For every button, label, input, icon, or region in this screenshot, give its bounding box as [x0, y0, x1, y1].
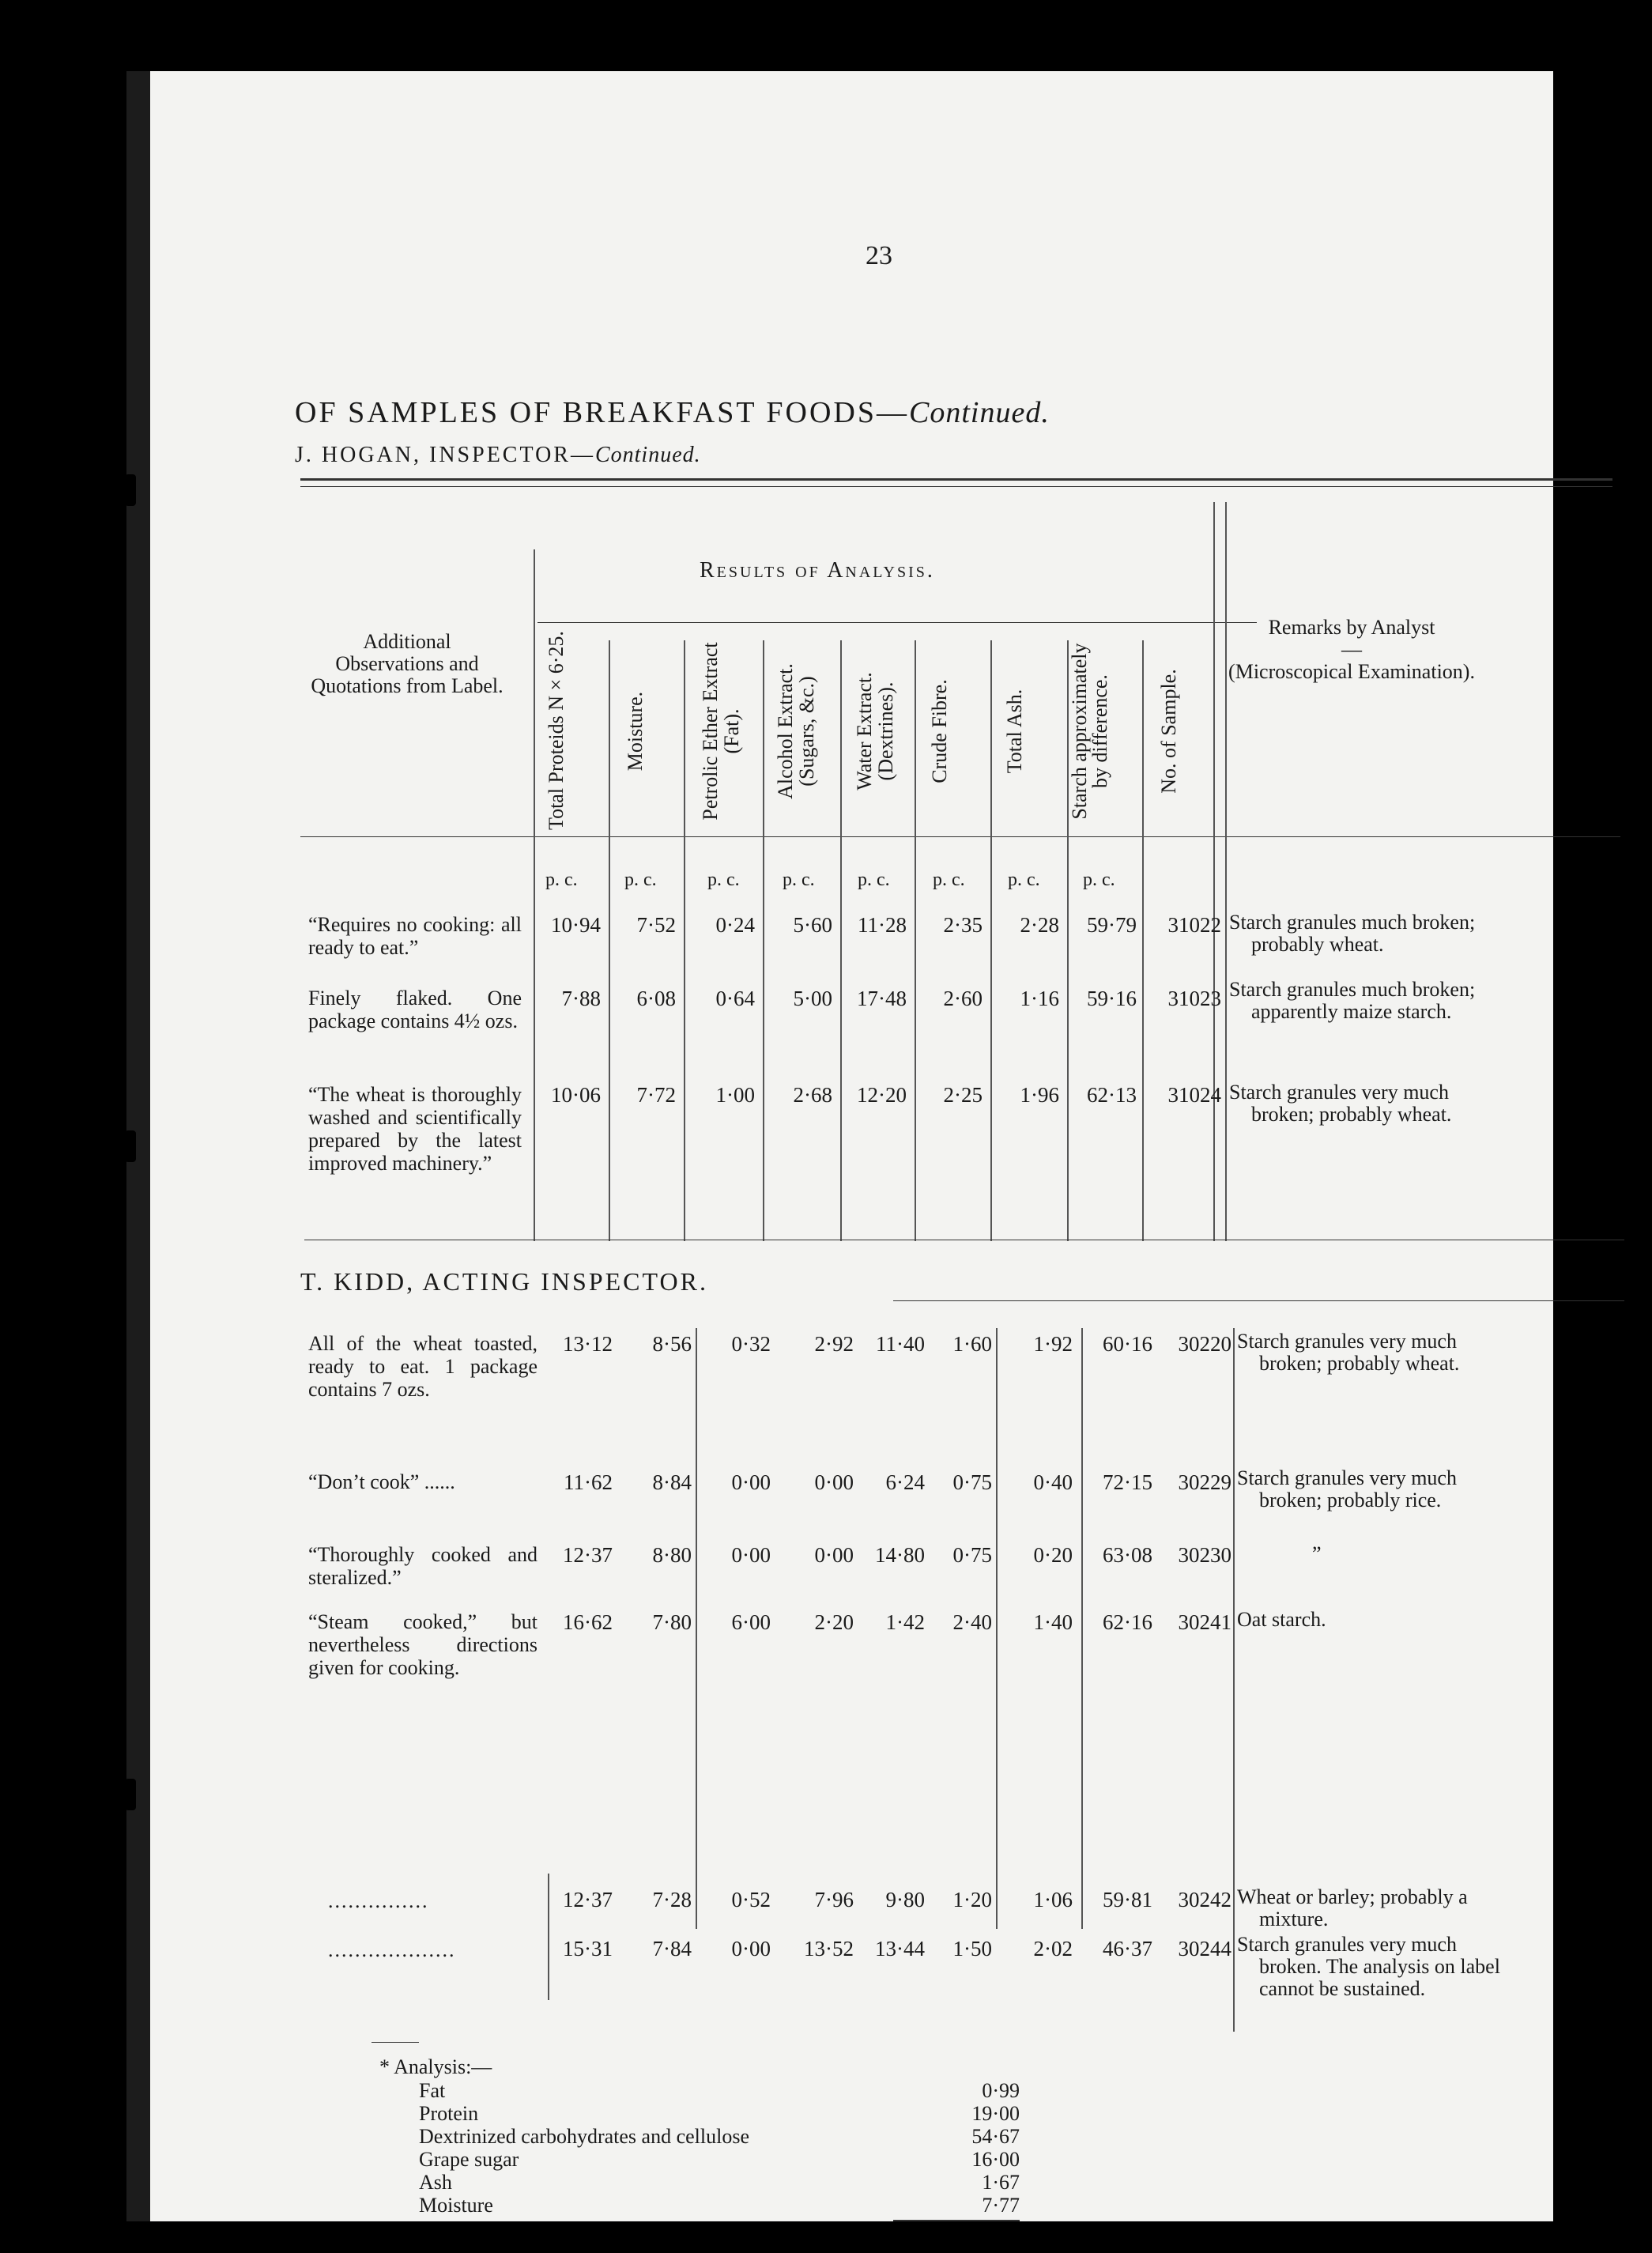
column-rule	[840, 640, 842, 1241]
analyst-remark: Starch granules very much broken; probably wheat.	[1229, 1081, 1452, 1126]
observation-leader: ...............	[328, 1889, 429, 1912]
col-header-ash: Total Ash.	[1003, 689, 1026, 774]
value-water: 1·42	[885, 1610, 925, 1634]
value-fat: 0·32	[731, 1332, 771, 1356]
sample-number: 30229	[1178, 1470, 1231, 1494]
value-moisture: 7·28	[652, 1888, 692, 1911]
footnote-value: 19·00	[971, 2102, 1020, 2125]
column-rule	[1233, 1328, 1235, 2032]
value-water: 13·44	[875, 1937, 925, 1961]
binding-mark	[125, 1130, 136, 1162]
column-rule	[1225, 502, 1227, 1241]
value-fat: 0·64	[715, 987, 755, 1010]
value-starch: 72·15	[1103, 1470, 1152, 1494]
column-rule	[915, 640, 916, 1241]
sample-number: 30244	[1178, 1937, 1231, 1961]
value-water: 14·80	[875, 1543, 925, 1567]
unit-label: p. c.	[1008, 870, 1040, 890]
footnote-value: 54·67	[971, 2125, 1020, 2148]
value-ash: 0·40	[1033, 1470, 1073, 1494]
observations-header: Additional Observations and Quotations from Label.	[311, 630, 504, 697]
value-starch: 60·16	[1103, 1332, 1152, 1356]
value-alcohol: 13·52	[804, 1937, 854, 1961]
page-number: 23	[866, 241, 892, 270]
col-header-sample-no: No. of Sample.	[1157, 669, 1180, 794]
value-water: 9·80	[885, 1888, 925, 1911]
value-proteids: 15·31	[563, 1937, 613, 1961]
value-fibre: 2·40	[952, 1610, 992, 1634]
value-fat: 0·52	[731, 1888, 771, 1911]
value-water: 6·24	[885, 1470, 925, 1494]
footnote-heading: * Analysis:—	[379, 2055, 492, 2078]
results-heading: Results of Analysis.	[700, 558, 935, 583]
value-moisture: 7·72	[636, 1083, 676, 1107]
value-fat: 0·00	[731, 1937, 771, 1961]
value-proteids: 11·62	[564, 1470, 613, 1494]
inspector-heading-hogan: J. HOGAN, INSPECTOR—Continued.	[295, 443, 701, 467]
value-fibre: 1·20	[952, 1888, 992, 1911]
analyst-remark: Starch granules very much broken. The analysis on label cannot be sustained.	[1237, 1933, 1500, 2000]
value-fat: 0·24	[715, 913, 755, 937]
column-rule	[1142, 640, 1144, 1241]
value-moisture: 7·52	[636, 913, 676, 937]
value-starch: 46·37	[1103, 1937, 1152, 1961]
value-fibre: 0·75	[952, 1543, 992, 1567]
observation-text: “The wheat is thoroughly washed and scientifically prepared by the latest improved machinery.”	[308, 1083, 522, 1175]
observation-text: “Thoroughly cooked and steralized.”	[308, 1543, 537, 1589]
value-water: 11·28	[858, 913, 907, 937]
value-water: 17·48	[857, 987, 907, 1010]
column-rule	[763, 640, 764, 1241]
unit-label: p. c.	[545, 870, 578, 890]
value-fibre: 2·25	[943, 1083, 983, 1107]
footnote-label: Ash	[419, 2171, 452, 2194]
binding-mark	[125, 474, 136, 506]
observation-text: All of the wheat toasted, ready to eat. 1 package contains 7 ozs.	[308, 1332, 537, 1401]
column-rule	[609, 640, 610, 1241]
column-header-rule	[300, 836, 1620, 837]
value-ash: 1·16	[1020, 987, 1059, 1010]
analyst-remark: Starch granules much broken; apparently maize starch.	[1229, 978, 1476, 1023]
value-ash: 2·02	[1033, 1937, 1073, 1961]
col-header-water: Water Extract. (Dextrines).	[853, 672, 897, 791]
observation-text: “Steam cooked,” but nevertheless directions given for cooking.	[308, 1610, 537, 1679]
analyst-remark: Wheat or barley; probably a mixture.	[1237, 1885, 1468, 1930]
value-starch: 59·79	[1087, 913, 1137, 937]
value-moisture: 8·80	[652, 1543, 692, 1567]
unit-label: p. c.	[707, 870, 740, 890]
sample-number: 31023	[1167, 987, 1221, 1010]
value-proteids: 10·06	[551, 1083, 601, 1107]
value-proteids: 16·62	[563, 1610, 613, 1634]
column-rule	[996, 1328, 998, 1929]
value-moisture: 7·84	[652, 1937, 692, 1961]
value-ash: 1·96	[1020, 1083, 1059, 1107]
footnote-label: Protein	[419, 2102, 479, 2125]
footnote-value: 0·99	[982, 2079, 1020, 2102]
unit-label: p. c.	[858, 870, 890, 890]
remarks-header: Remarks by Analyst — (Microscopical Examination).	[1228, 616, 1475, 683]
value-fat: 1·00	[715, 1083, 755, 1107]
col-header-fibre: Crude Fibre.	[928, 679, 951, 783]
value-moisture: 7·80	[652, 1610, 692, 1634]
header-rule	[300, 486, 1612, 487]
value-proteids: 7·88	[561, 987, 601, 1010]
observation-text: “Requires no cooking: all ready to eat.”	[308, 913, 522, 959]
observation-text: “Don’t cook” ......	[308, 1470, 455, 1493]
section-rule	[893, 1300, 1624, 1301]
header-rule	[300, 478, 1612, 481]
value-alcohol: 2·20	[814, 1610, 854, 1634]
value-alcohol: 0·00	[814, 1543, 854, 1567]
sample-number: 30230	[1178, 1543, 1231, 1567]
value-alcohol: 5·60	[793, 913, 832, 937]
value-ash: 1·06	[1033, 1888, 1073, 1911]
footnote-value: 7·77	[982, 2194, 1020, 2217]
value-proteids: 13·12	[563, 1332, 613, 1356]
col-header-fat: Petrolic Ether Extract (Fat).	[699, 642, 743, 821]
col-header-moisture: Moisture.	[624, 691, 647, 772]
value-starch: 63·08	[1103, 1543, 1152, 1567]
value-starch: 62·16	[1103, 1610, 1152, 1634]
footnote-total-rule	[893, 2220, 1020, 2221]
footnote-label: Moisture	[419, 2194, 493, 2217]
footnote-rule	[372, 2042, 419, 2043]
analyst-remark: Starch granules much broken; probably wheat.	[1229, 911, 1476, 956]
value-proteids: 12·37	[563, 1888, 613, 1911]
footnote-label: Dextrinized carbohydrates and cellulose	[419, 2125, 749, 2148]
value-alcohol: 5·00	[793, 987, 832, 1010]
document-page	[150, 71, 1553, 2221]
results-rule	[537, 622, 1257, 623]
observation-text: Finely flaked. One package contains 4½ ozs.	[308, 987, 522, 1032]
value-starch: 59·81	[1103, 1888, 1152, 1911]
value-starch: 59·16	[1087, 987, 1137, 1010]
footnote-label: Grape sugar	[419, 2148, 519, 2171]
observation-leader: ...................	[328, 1938, 456, 1961]
value-ash: 1·40	[1033, 1610, 1073, 1634]
inspector-heading-kidd: T. KIDD, ACTING INSPECTOR.	[300, 1267, 708, 1296]
value-alcohol: 7·96	[814, 1888, 854, 1911]
value-proteids: 10·94	[551, 913, 601, 937]
value-ash: 1·92	[1033, 1332, 1073, 1356]
unit-label: p. c.	[624, 870, 657, 890]
analyst-remark: Starch granules very much broken; probably wheat.	[1237, 1330, 1460, 1375]
value-moisture: 8·56	[652, 1332, 692, 1356]
unit-label: p. c.	[783, 870, 815, 890]
column-rule	[684, 640, 685, 1241]
column-rule	[1067, 640, 1069, 1241]
value-fat: 0·00	[731, 1543, 771, 1567]
column-rule	[1213, 502, 1215, 1241]
sample-number: 30242	[1178, 1888, 1231, 1911]
value-moisture: 8·84	[652, 1470, 692, 1494]
column-rule	[990, 640, 992, 1241]
value-proteids: 12·37	[563, 1543, 613, 1567]
binding-mark	[125, 1779, 136, 1810]
footnote-value: 1·67	[982, 2171, 1020, 2194]
col-header-starch: Starch approximately by difference.	[1068, 643, 1111, 820]
value-fibre: 2·35	[943, 913, 983, 937]
value-alcohol: 0·00	[814, 1470, 854, 1494]
footnote-value: 16·00	[971, 2148, 1020, 2171]
analyst-remark: Oat starch.	[1237, 1608, 1326, 1631]
unit-label: p. c.	[1083, 870, 1115, 890]
value-fibre: 2·60	[943, 987, 983, 1010]
value-fibre: 1·50	[952, 1937, 992, 1961]
value-starch: 62·13	[1087, 1083, 1137, 1107]
value-alcohol: 2·92	[814, 1332, 854, 1356]
value-fibre: 1·60	[952, 1332, 992, 1356]
analyst-remark: Starch granules very much broken; probably rice.	[1237, 1466, 1457, 1511]
sample-number: 31024	[1167, 1083, 1221, 1107]
value-alcohol: 2·68	[793, 1083, 832, 1107]
document-title: OF SAMPLES OF BREAKFAST FOODS—Continued.	[295, 396, 1050, 429]
value-fat: 0·00	[731, 1470, 771, 1494]
sample-number: 30241	[1178, 1610, 1231, 1634]
column-rule	[534, 549, 535, 1241]
value-fibre: 0·75	[952, 1470, 992, 1494]
analyst-remark-ditto: ”	[1312, 1542, 1322, 1565]
value-ash: 2·28	[1020, 913, 1059, 937]
unit-label: p. c.	[933, 870, 965, 890]
value-moisture: 6·08	[636, 987, 676, 1010]
value-fat: 6·00	[731, 1610, 771, 1634]
value-water: 12·20	[857, 1083, 907, 1107]
sample-number: 30220	[1178, 1332, 1231, 1356]
col-header-alcohol: Alcohol Extract. (Sugars, &c.)	[774, 663, 818, 799]
sample-number: 31022	[1167, 913, 1221, 937]
footnote-label: Fat	[419, 2079, 446, 2102]
value-ash: 0·20	[1033, 1543, 1073, 1567]
value-water: 11·40	[876, 1332, 925, 1356]
col-header-proteids: Total Proteids N × 6·25.	[545, 631, 568, 830]
